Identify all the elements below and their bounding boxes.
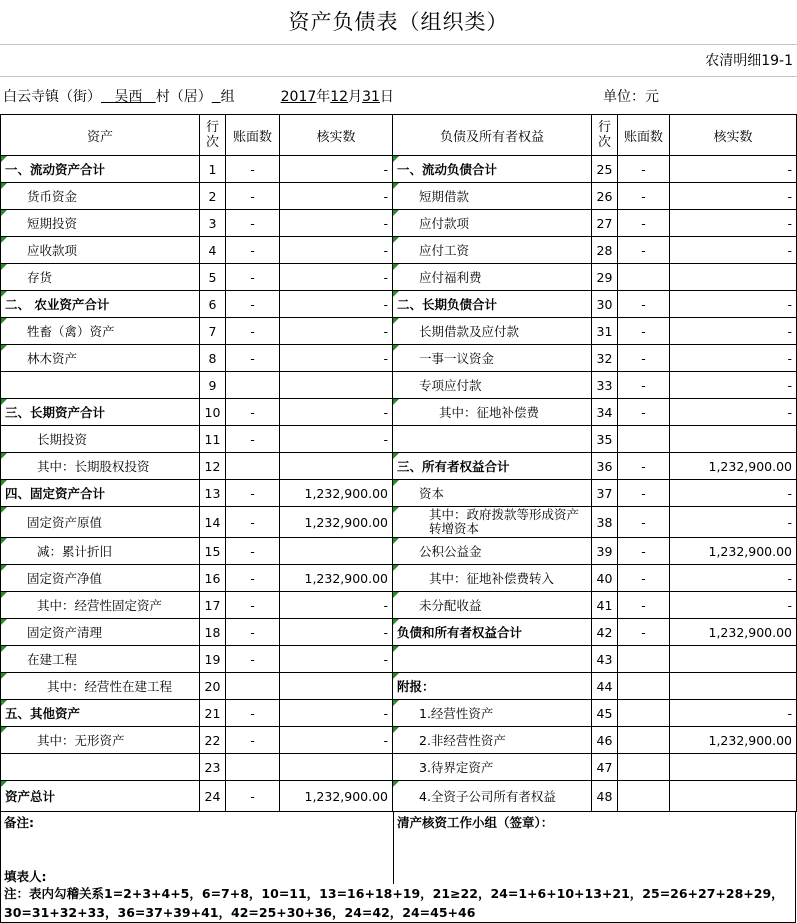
table-row bbox=[1, 754, 797, 781]
asset-item: 应收款项 bbox=[1, 237, 200, 264]
asset-verified-value: - bbox=[280, 183, 393, 210]
divider bbox=[0, 44, 797, 45]
header-info bbox=[3, 86, 394, 106]
table-row bbox=[1, 453, 797, 480]
cell-marker-icon bbox=[1, 318, 7, 324]
liability-book-value: - bbox=[618, 372, 670, 399]
note-line-2: 30=31+32+33，36=37+39+41，42=25+30+36，24=42，24=45+46 bbox=[4, 905, 476, 920]
table-row bbox=[1, 781, 797, 812]
asset-row-no: 20 bbox=[200, 673, 226, 700]
liability-verified-value bbox=[670, 673, 797, 700]
liability-book-value: - bbox=[618, 619, 670, 646]
asset-book-value: - bbox=[226, 592, 280, 619]
liability-verified-value: 1,232,900.00 bbox=[670, 538, 797, 565]
cell-marker-icon bbox=[393, 156, 399, 162]
liability-verified-value: - bbox=[670, 318, 797, 345]
asset-item: 固定资产净值 bbox=[1, 565, 200, 592]
liability-verified-value: - bbox=[670, 399, 797, 426]
liability-item: 2.非经营性资产 bbox=[393, 727, 592, 754]
asset-book-value: - bbox=[226, 727, 280, 754]
liability-row-no: 31 bbox=[592, 318, 618, 345]
table-row bbox=[1, 372, 797, 399]
asset-book-value: - bbox=[226, 426, 280, 453]
asset-book-value bbox=[226, 754, 280, 781]
asset-item: 长期投资 bbox=[1, 426, 200, 453]
asset-item: 一、流动资产合计 bbox=[1, 156, 200, 183]
asset-book-value: - bbox=[226, 700, 280, 727]
cell-marker-icon bbox=[1, 237, 7, 243]
asset-verified-value: - bbox=[280, 237, 393, 264]
asset-item: 短期投资 bbox=[1, 210, 200, 237]
liability-row-no: 46 bbox=[592, 727, 618, 754]
asset-verified-value bbox=[280, 372, 393, 399]
table-row bbox=[1, 480, 797, 507]
liability-verified-value bbox=[670, 781, 797, 812]
table-row bbox=[1, 565, 797, 592]
liability-book-value bbox=[618, 673, 670, 700]
asset-book-value: - bbox=[226, 399, 280, 426]
cell-marker-icon bbox=[1, 781, 7, 787]
liability-book-value: - bbox=[618, 480, 670, 507]
asset-item bbox=[1, 754, 200, 781]
liability-item: 应付福利费 bbox=[393, 264, 592, 291]
asset-row-no: 7 bbox=[200, 318, 226, 345]
table-row bbox=[1, 345, 797, 372]
cell-marker-icon bbox=[1, 565, 7, 571]
cell-marker-icon bbox=[393, 453, 399, 459]
liability-item bbox=[393, 426, 592, 453]
cell-marker-icon bbox=[1, 619, 7, 625]
asset-book-value: - bbox=[226, 345, 280, 372]
unit-label: 单位：元 bbox=[603, 89, 659, 105]
cell-marker-icon bbox=[393, 507, 399, 513]
liability-row-no: 27 bbox=[592, 210, 618, 237]
liability-book-value: - bbox=[618, 210, 670, 237]
cell-marker-icon bbox=[393, 673, 399, 679]
asset-row-no: 8 bbox=[200, 345, 226, 372]
asset-verified-value bbox=[280, 538, 393, 565]
asset-verified-value: - bbox=[280, 700, 393, 727]
cell-marker-icon bbox=[393, 210, 399, 216]
filler-label: 填表人: bbox=[4, 869, 47, 884]
cell-marker-icon bbox=[1, 183, 7, 189]
liability-book-value: - bbox=[618, 318, 670, 345]
asset-verified-value bbox=[280, 754, 393, 781]
liability-row-no: 48 bbox=[592, 781, 618, 812]
asset-verified-value: 1,232,900.00 bbox=[280, 507, 393, 538]
cell-marker-icon bbox=[1, 646, 7, 652]
asset-item: 固定资产清理 bbox=[1, 619, 200, 646]
liability-book-value bbox=[618, 426, 670, 453]
asset-book-value: - bbox=[226, 646, 280, 673]
cell-marker-icon bbox=[393, 727, 399, 733]
liability-verified-value: - bbox=[670, 345, 797, 372]
asset-verified-value: - bbox=[280, 646, 393, 673]
cell-marker-icon bbox=[393, 592, 399, 598]
table-row bbox=[1, 673, 797, 700]
remarks-section bbox=[0, 811, 796, 884]
header-row-no-2: 行次 bbox=[592, 115, 618, 156]
asset-book-value: - bbox=[226, 291, 280, 318]
report-date: 2017年12月31日 bbox=[280, 89, 394, 105]
cell-marker-icon bbox=[393, 399, 399, 405]
village-suffix: 村（居） bbox=[155, 89, 212, 105]
asset-item: 三、长期资产合计 bbox=[1, 399, 200, 426]
liability-book-value bbox=[618, 646, 670, 673]
table-row bbox=[1, 700, 797, 727]
header-liab: 负债及所有者权益 bbox=[393, 115, 592, 156]
liability-item: 公积公益金 bbox=[393, 538, 592, 565]
header-asset: 资产 bbox=[1, 115, 200, 156]
liability-row-no: 32 bbox=[592, 345, 618, 372]
liability-row-no: 30 bbox=[592, 291, 618, 318]
asset-book-value bbox=[226, 372, 280, 399]
cell-marker-icon bbox=[1, 156, 7, 162]
asset-item: 其中：长期股权投资 bbox=[1, 453, 200, 480]
liability-book-value bbox=[618, 727, 670, 754]
doc-number: 农清明细19-1 bbox=[705, 53, 793, 69]
asset-item: 五、其他资产 bbox=[1, 700, 200, 727]
liability-verified-value: - bbox=[670, 700, 797, 727]
liability-verified-value: - bbox=[670, 291, 797, 318]
liability-book-value bbox=[618, 700, 670, 727]
liability-item: 附报： bbox=[393, 673, 592, 700]
liability-item: 专项应付款 bbox=[393, 372, 592, 399]
liability-verified-value: 1,232,900.00 bbox=[670, 727, 797, 754]
asset-item: 资产总计 bbox=[1, 781, 200, 812]
cell-marker-icon bbox=[1, 538, 7, 544]
liability-book-value: - bbox=[618, 565, 670, 592]
asset-item bbox=[1, 372, 200, 399]
asset-row-no: 22 bbox=[200, 727, 226, 754]
asset-row-no: 15 bbox=[200, 538, 226, 565]
table-row bbox=[1, 619, 797, 646]
cell-marker-icon bbox=[393, 183, 399, 189]
cell-marker-icon bbox=[1, 727, 7, 733]
liability-item: 一事一议资金 bbox=[393, 345, 592, 372]
asset-row-no: 6 bbox=[200, 291, 226, 318]
asset-book-value: - bbox=[226, 565, 280, 592]
header-verified-2: 核实数 bbox=[670, 115, 797, 156]
table-row bbox=[1, 507, 797, 538]
asset-verified-value bbox=[280, 453, 393, 480]
asset-verified-value: - bbox=[280, 399, 393, 426]
liability-item: 资本 bbox=[393, 480, 592, 507]
cell-marker-icon bbox=[1, 507, 7, 513]
town-label: 白云寺镇（街） bbox=[3, 89, 101, 105]
cell-marker-icon bbox=[1, 210, 7, 216]
liability-book-value: - bbox=[618, 291, 670, 318]
asset-row-no: 13 bbox=[200, 480, 226, 507]
asset-item: 固定资产原值 bbox=[1, 507, 200, 538]
remarks-label: 备注: bbox=[4, 815, 34, 830]
table-row bbox=[1, 183, 797, 210]
cell-marker-icon bbox=[393, 646, 399, 652]
liability-verified-value: - bbox=[670, 480, 797, 507]
asset-book-value: - bbox=[226, 480, 280, 507]
group-suffix: 组 bbox=[220, 89, 235, 105]
liability-verified-value bbox=[670, 646, 797, 673]
asset-row-no: 16 bbox=[200, 565, 226, 592]
liability-row-no: 41 bbox=[592, 592, 618, 619]
asset-row-no: 12 bbox=[200, 453, 226, 480]
remarks-left bbox=[1, 811, 394, 884]
group-sign-label: 清产核资工作小组（签章）： bbox=[397, 815, 554, 830]
asset-book-value: - bbox=[226, 264, 280, 291]
table-row bbox=[1, 210, 797, 237]
cell-marker-icon bbox=[1, 453, 7, 459]
asset-row-no: 9 bbox=[200, 372, 226, 399]
liability-row-no: 28 bbox=[592, 237, 618, 264]
cell-marker-icon bbox=[393, 291, 399, 297]
asset-item: 货币资金 bbox=[1, 183, 200, 210]
liability-row-no: 44 bbox=[592, 673, 618, 700]
liability-item: 应付款项 bbox=[393, 210, 592, 237]
liability-row-no: 40 bbox=[592, 565, 618, 592]
liability-row-no: 36 bbox=[592, 453, 618, 480]
asset-item: 在建工程 bbox=[1, 646, 200, 673]
table-row bbox=[1, 592, 797, 619]
group-blank bbox=[212, 89, 221, 105]
asset-item: 二、 农业资产合计 bbox=[1, 291, 200, 318]
asset-item: 其中：经营性在建工程 bbox=[1, 673, 200, 700]
asset-verified-value: 1,232,900.00 bbox=[280, 565, 393, 592]
asset-row-no: 2 bbox=[200, 183, 226, 210]
liability-item bbox=[393, 646, 592, 673]
asset-item: 林木资产 bbox=[1, 345, 200, 372]
liability-item: 3.待界定资产 bbox=[393, 754, 592, 781]
table-row bbox=[1, 237, 797, 264]
liability-row-no: 37 bbox=[592, 480, 618, 507]
asset-book-value bbox=[226, 453, 280, 480]
asset-book-value: - bbox=[226, 619, 280, 646]
note-line-1: 注：表内勾稽关系1=2+3+4+5，6=7+8，10=11，13=16+18+19，21≥22，24=1+6+10+13+21，25=26+27+28+29， bbox=[4, 886, 784, 901]
table-row bbox=[1, 399, 797, 426]
asset-row-no: 10 bbox=[200, 399, 226, 426]
asset-book-value: - bbox=[226, 538, 280, 565]
asset-item: 存货 bbox=[1, 264, 200, 291]
asset-row-no: 21 bbox=[200, 700, 226, 727]
liability-item: 长期借款及应付款 bbox=[393, 318, 592, 345]
asset-row-no: 4 bbox=[200, 237, 226, 264]
asset-row-no: 18 bbox=[200, 619, 226, 646]
asset-row-no: 24 bbox=[200, 781, 226, 812]
asset-row-no: 11 bbox=[200, 426, 226, 453]
asset-row-no: 14 bbox=[200, 507, 226, 538]
table-row bbox=[1, 646, 797, 673]
liability-verified-value: - bbox=[670, 156, 797, 183]
table-row bbox=[1, 727, 797, 754]
asset-row-no: 5 bbox=[200, 264, 226, 291]
asset-verified-value: 1,232,900.00 bbox=[280, 781, 393, 812]
liability-item: 应付工资 bbox=[393, 237, 592, 264]
asset-book-value: - bbox=[226, 318, 280, 345]
liability-verified-value: 1,232,900.00 bbox=[670, 453, 797, 480]
liability-verified-value: - bbox=[670, 210, 797, 237]
note bbox=[0, 884, 796, 923]
liability-verified-value bbox=[670, 426, 797, 453]
cell-marker-icon bbox=[1, 700, 7, 706]
asset-verified-value: - bbox=[280, 727, 393, 754]
liability-book-value: - bbox=[618, 507, 670, 538]
liability-item: 一、流动负债合计 bbox=[393, 156, 592, 183]
liability-book-value: - bbox=[618, 399, 670, 426]
asset-row-no: 3 bbox=[200, 210, 226, 237]
asset-item: 其中：无形资产 bbox=[1, 727, 200, 754]
cell-marker-icon bbox=[1, 264, 7, 270]
asset-verified-value: - bbox=[280, 156, 393, 183]
liability-book-value: - bbox=[618, 538, 670, 565]
liability-book-value bbox=[618, 264, 670, 291]
liability-book-value: - bbox=[618, 237, 670, 264]
liability-verified-value: - bbox=[670, 237, 797, 264]
liability-row-no: 39 bbox=[592, 538, 618, 565]
table-row bbox=[1, 156, 797, 183]
asset-verified-value: - bbox=[280, 592, 393, 619]
liability-item: 未分配收益 bbox=[393, 592, 592, 619]
asset-verified-value: - bbox=[280, 291, 393, 318]
liability-item: 4.全资子公司所有者权益 bbox=[393, 781, 592, 812]
cell-marker-icon bbox=[393, 781, 399, 787]
liability-verified-value: - bbox=[670, 372, 797, 399]
asset-verified-value: - bbox=[280, 210, 393, 237]
asset-book-value bbox=[226, 673, 280, 700]
liability-row-no: 38 bbox=[592, 507, 618, 538]
liability-item: 短期借款 bbox=[393, 183, 592, 210]
liability-row-no: 25 bbox=[592, 156, 618, 183]
asset-book-value: - bbox=[226, 781, 280, 812]
header-row bbox=[1, 115, 797, 156]
liability-item: 三、所有者权益合计 bbox=[393, 453, 592, 480]
cell-marker-icon bbox=[393, 619, 399, 625]
liability-verified-value: 1,232,900.00 bbox=[670, 619, 797, 646]
liability-row-no: 42 bbox=[592, 619, 618, 646]
village-name: 吴西 bbox=[114, 89, 143, 105]
asset-verified-value: - bbox=[280, 318, 393, 345]
cell-marker-icon bbox=[393, 264, 399, 270]
asset-item: 四、固定资产合计 bbox=[1, 480, 200, 507]
table-row bbox=[1, 538, 797, 565]
asset-book-value: - bbox=[226, 507, 280, 538]
table-row bbox=[1, 426, 797, 453]
balance-table bbox=[0, 114, 797, 812]
cell-marker-icon bbox=[393, 700, 399, 706]
asset-item: 减：累计折旧 bbox=[1, 538, 200, 565]
liability-row-no: 43 bbox=[592, 646, 618, 673]
asset-book-value: - bbox=[226, 156, 280, 183]
liability-row-no: 33 bbox=[592, 372, 618, 399]
liability-verified-value: - bbox=[670, 183, 797, 210]
liability-book-value: - bbox=[618, 183, 670, 210]
liability-verified-value bbox=[670, 264, 797, 291]
liability-row-no: 26 bbox=[592, 183, 618, 210]
liability-book-value bbox=[618, 781, 670, 812]
header-book-2: 账面数 bbox=[618, 115, 670, 156]
cell-marker-icon bbox=[1, 480, 7, 486]
asset-verified-value: 1,232,900.00 bbox=[280, 480, 393, 507]
liability-item: 负债和所有者权益合计 bbox=[393, 619, 592, 646]
liability-book-value: - bbox=[618, 345, 670, 372]
cell-marker-icon bbox=[1, 592, 7, 598]
liability-item: 1.经营性资产 bbox=[393, 700, 592, 727]
header-verified: 核实数 bbox=[280, 115, 393, 156]
liability-book-value: - bbox=[618, 592, 670, 619]
cell-marker-icon bbox=[1, 673, 7, 679]
liability-item: 其中：征地补偿费转入 bbox=[393, 565, 592, 592]
liability-row-no: 34 bbox=[592, 399, 618, 426]
asset-row-no: 19 bbox=[200, 646, 226, 673]
asset-verified-value: - bbox=[280, 619, 393, 646]
liability-book-value: - bbox=[618, 156, 670, 183]
asset-item: 其中：经营性固定资产 bbox=[1, 592, 200, 619]
liability-row-no: 29 bbox=[592, 264, 618, 291]
asset-item: 牲畜（禽）资产 bbox=[1, 318, 200, 345]
cell-marker-icon bbox=[393, 480, 399, 486]
cell-marker-icon bbox=[393, 538, 399, 544]
cell-marker-icon bbox=[1, 399, 7, 405]
cell-marker-icon bbox=[393, 318, 399, 324]
liability-verified-value: - bbox=[670, 507, 797, 538]
liability-item: 二、长期负债合计 bbox=[393, 291, 592, 318]
asset-book-value: - bbox=[226, 237, 280, 264]
asset-row-no: 1 bbox=[200, 156, 226, 183]
liability-verified-value: - bbox=[670, 565, 797, 592]
divider bbox=[0, 76, 797, 77]
header-book: 账面数 bbox=[226, 115, 280, 156]
liability-verified-value: - bbox=[670, 592, 797, 619]
liability-book-value bbox=[618, 754, 670, 781]
table-row bbox=[1, 318, 797, 345]
asset-verified-value: - bbox=[280, 264, 393, 291]
liability-row-no: 35 bbox=[592, 426, 618, 453]
cell-marker-icon bbox=[393, 237, 399, 243]
liability-row-no: 47 bbox=[592, 754, 618, 781]
asset-book-value: - bbox=[226, 210, 280, 237]
liability-item: 其中：政府拨款等形成资产转增资本 bbox=[393, 507, 592, 538]
header-row-no: 行次 bbox=[200, 115, 226, 156]
table-row bbox=[1, 264, 797, 291]
page-title: 资产负债表（组织类） bbox=[288, 10, 509, 34]
liability-row-no: 45 bbox=[592, 700, 618, 727]
cell-marker-icon bbox=[393, 345, 399, 351]
asset-verified-value: - bbox=[280, 345, 393, 372]
asset-book-value: - bbox=[226, 183, 280, 210]
liability-item: 其中：征地补偿费 bbox=[393, 399, 592, 426]
cell-marker-icon bbox=[1, 345, 7, 351]
asset-row-no: 23 bbox=[200, 754, 226, 781]
asset-verified-value: - bbox=[280, 426, 393, 453]
asset-verified-value bbox=[280, 673, 393, 700]
liability-verified-value bbox=[670, 754, 797, 781]
asset-row-no: 17 bbox=[200, 592, 226, 619]
table-row bbox=[1, 291, 797, 318]
cell-marker-icon bbox=[1, 291, 7, 297]
cell-marker-icon bbox=[393, 565, 399, 571]
liability-book-value: - bbox=[618, 453, 670, 480]
